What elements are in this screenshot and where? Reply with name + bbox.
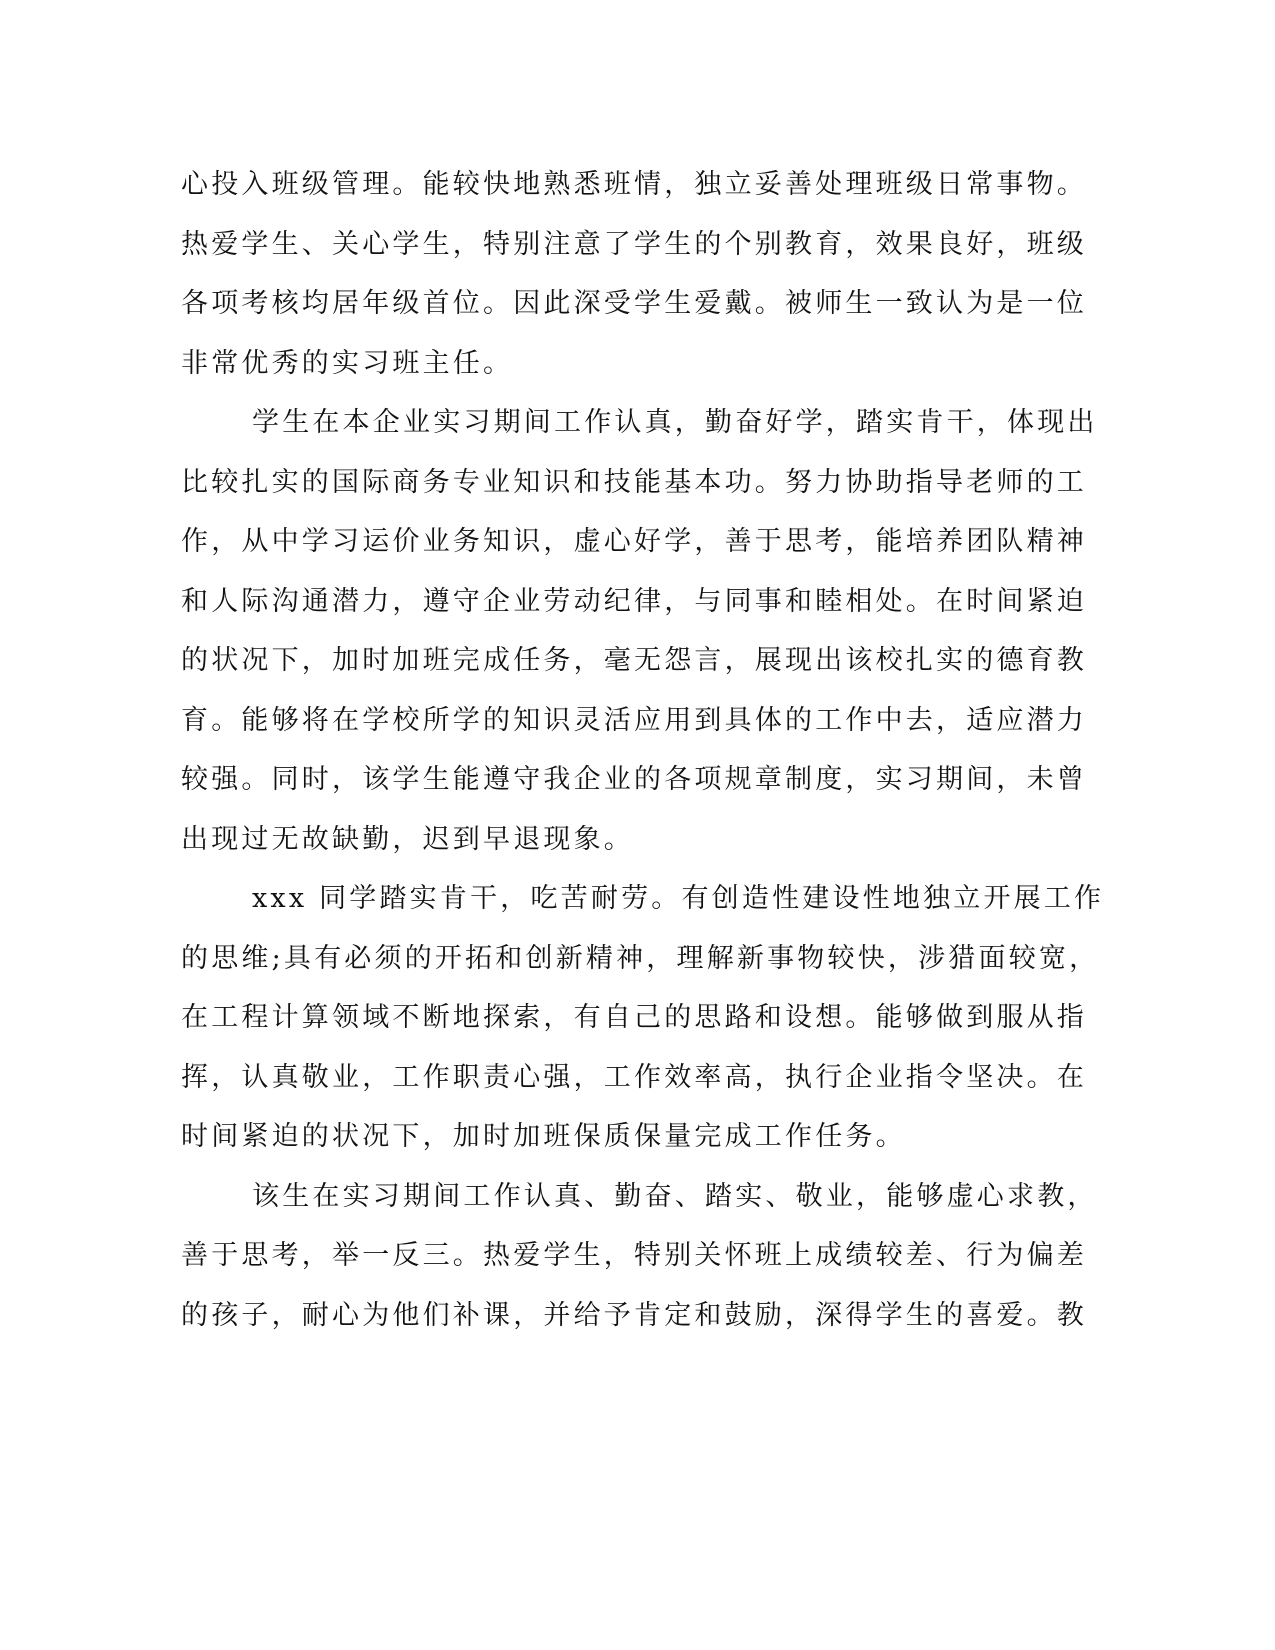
- text-line: 和人际沟通潜力，遵守企业劳动纪律，与同事和睦相处。在时间紧迫: [181, 585, 1087, 617]
- text-line: 在工程计算领域不断地探索，有自己的思路和设想。能够做到服从指: [181, 1002, 1087, 1033]
- text-line: 较强。同时，该学生能遵守我企业的各项规章制度，实习期间，未曾: [181, 764, 1087, 795]
- paragraph-1: [181, 155, 1087, 393]
- text-line: xxx 同学踏实肯干，吃苦耐劳。有创造性建设性地独立开展工作: [252, 883, 1105, 914]
- text-line: 出现过无故缺勤，迟到早退现象。: [181, 823, 634, 855]
- text-line: 的状况下，加时加班完成任务，毫无怨言，展现出该校扎实的德育教: [181, 645, 1087, 676]
- paragraph-2: [181, 393, 1098, 869]
- text-line: 的思维;具有必须的开拓和创新精神，理解新事物较快，涉猎面较宽，: [181, 942, 1100, 974]
- paragraph-3: [181, 869, 1105, 1167]
- text-line: 该生在实习期间工作认真、勤奋、踏实、敬业，能够虚心求教，: [252, 1180, 1098, 1212]
- text-line: 育。能够将在学校所学的知识灵活应用到具体的工作中去，适应潜力: [181, 704, 1087, 736]
- text-line: 学生在本企业实习期间工作认真，勤奋好学，踏实肯干，体现出: [252, 407, 1098, 438]
- text-line: 非常优秀的实习班主任。: [181, 347, 514, 379]
- text-line: 比较扎实的国际商务专业知识和技能基本功。努力协助指导老师的工: [181, 466, 1087, 498]
- text-line: 善于思考，举一反三。热爱学生，特别关怀班上成绩较差、行为偏差: [181, 1240, 1087, 1271]
- text-line: 热爱学生、关心学生，特别注意了学生的个别教育，效果良好，班级: [181, 228, 1087, 260]
- text-line: 的孩子，耐心为他们补课，并给予肯定和鼓励，深得学生的喜爱。教: [181, 1299, 1087, 1331]
- text-line: 时间紧迫的状况下，加时加班保质保量完成工作任务。: [181, 1121, 906, 1152]
- document-body: [181, 155, 1105, 1345]
- text-line: 挥，认真敬业，工作职责心强，工作效率高，执行企业指令坚决。在: [181, 1061, 1087, 1093]
- text-line: 作，从中学习运价业务知识，虚心好学，善于思考，能培养团队精神: [181, 526, 1087, 557]
- paragraph-4: [181, 1167, 1098, 1346]
- text-line: 各项考核均居年级首位。因此深受学生爱戴。被师生一致认为是一位: [181, 288, 1087, 319]
- text-line: 心投入班级管理。能较快地熟悉班情，独立妥善处理班级日常事物。: [181, 169, 1087, 200]
